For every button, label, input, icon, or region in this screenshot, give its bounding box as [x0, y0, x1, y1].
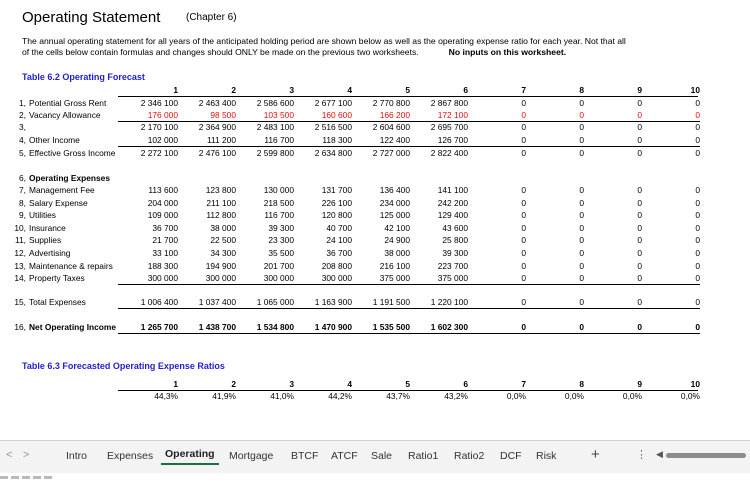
- row-number: 16,: [14, 322, 26, 332]
- table-cell[interactable]: 141 100: [437, 185, 468, 195]
- table-cell[interactable]: 1 191 500: [350, 296, 410, 309]
- table-cell[interactable]: 0: [640, 272, 700, 285]
- row-number: 12,: [14, 248, 26, 258]
- sheet-tab-bar: [0, 440, 750, 473]
- table-row: [0, 222, 750, 234]
- status-strip: [0, 466, 110, 472]
- tab-atcf[interactable]: [331, 450, 358, 462]
- table-cell[interactable]: 176 000: [118, 109, 178, 122]
- table-cell[interactable]: 2 634 800: [314, 148, 352, 158]
- row-label: Vacancy Allowance: [29, 110, 101, 120]
- table-cell[interactable]: 125 000: [379, 210, 410, 221]
- table-cell[interactable]: 1 470 900: [292, 321, 352, 334]
- table-cell[interactable]: 42 100: [384, 222, 410, 233]
- table-cell[interactable]: 0: [466, 272, 526, 285]
- total-expenses-row: [0, 296, 750, 308]
- table-cell[interactable]: 0: [521, 98, 526, 108]
- table-cell[interactable]: 1 037 400: [176, 296, 236, 309]
- table-cell[interactable]: 0: [579, 248, 584, 258]
- table-cell[interactable]: 33 100: [152, 248, 178, 258]
- row-label: Supplies: [29, 235, 62, 246]
- table-cell[interactable]: 36 700: [326, 248, 352, 258]
- row-label: Salary Expense: [29, 197, 88, 208]
- table-cell[interactable]: 38 000: [384, 248, 410, 258]
- table-cell[interactable]: 2 463 400: [198, 98, 236, 108]
- table-cell[interactable]: 2 770 800: [372, 98, 410, 108]
- table-cell[interactable]: 1 163 900: [292, 296, 352, 309]
- table-cell[interactable]: 2 599 800: [256, 148, 294, 158]
- table-cell[interactable]: 208 800: [321, 260, 352, 271]
- table-cell[interactable]: 160 600: [292, 109, 352, 122]
- tab-dcf[interactable]: [500, 450, 522, 462]
- table-cell[interactable]: 120 800: [321, 210, 352, 221]
- table-cell[interactable]: 1 220 100: [408, 296, 468, 309]
- table-cell[interactable]: 0: [521, 185, 526, 195]
- row-label: Management Fee: [29, 185, 95, 195]
- tab-label: Intro: [66, 450, 88, 462]
- table-cell[interactable]: 0: [640, 109, 700, 122]
- table-cell[interactable]: 1 006 400: [118, 296, 178, 309]
- year-header: 8: [579, 85, 584, 95]
- table-row: [0, 272, 750, 284]
- table-cell[interactable]: 172 100: [408, 109, 468, 122]
- row-number: 5,: [19, 148, 26, 158]
- table-row: [0, 109, 750, 121]
- row-label: Maintenance & repairs: [29, 260, 113, 271]
- table-cell[interactable]: 131 700: [321, 185, 352, 195]
- ratio-row: [0, 390, 750, 402]
- table-cell[interactable]: 1 265 700: [118, 321, 178, 334]
- table-cell[interactable]: 0: [695, 248, 700, 258]
- table-cell[interactable]: 242 200: [437, 197, 468, 208]
- table-cell[interactable]: 41,0%: [270, 391, 294, 401]
- year-header: 8: [579, 379, 584, 389]
- row-number: 8,: [19, 197, 26, 208]
- table-cell[interactable]: 23 300: [268, 235, 294, 246]
- table-cell[interactable]: 0: [640, 296, 700, 309]
- table-cell[interactable]: 375 000: [408, 272, 468, 285]
- table-cell[interactable]: 300 000: [118, 272, 178, 285]
- table-cell[interactable]: 0: [466, 134, 526, 147]
- row-number: 6,: [19, 173, 26, 183]
- table-cell[interactable]: 2 516 500: [314, 122, 352, 132]
- chapter-label: (Chapter 6): [186, 12, 237, 23]
- table-cell[interactable]: 0: [579, 222, 584, 233]
- table-row: [0, 97, 750, 109]
- table-cell[interactable]: 0: [521, 260, 526, 271]
- year-header: 6: [463, 85, 468, 95]
- row-label: Effective Gross Income: [29, 148, 116, 158]
- table-cell[interactable]: 0: [637, 148, 642, 158]
- year-header: 1: [173, 85, 178, 95]
- year-header: 3: [289, 85, 294, 95]
- table-cell[interactable]: 218 500: [263, 197, 294, 208]
- description-line-1: The annual operating statement for all years of the anticipated holding period are shown below as well as the operating expense ratio for each year. Not that all: [22, 36, 626, 46]
- tab-operating[interactable]: [165, 448, 215, 460]
- table-cell[interactable]: 44,2%: [328, 391, 352, 401]
- table-cell[interactable]: 0: [695, 98, 700, 108]
- table-cell[interactable]: 0: [521, 222, 526, 233]
- table-cell[interactable]: 226 100: [321, 197, 352, 208]
- table-cell[interactable]: 122 400: [350, 134, 410, 147]
- table-cell[interactable]: 0,0%: [506, 391, 526, 401]
- table-cell[interactable]: 0: [582, 109, 642, 122]
- ratio-year-header-row: [0, 378, 750, 390]
- row-label: Other Income: [29, 135, 80, 145]
- row-label: Utilities: [29, 210, 56, 221]
- table-row: [0, 260, 750, 272]
- year-header: 3: [289, 379, 294, 389]
- year-header: 4: [347, 85, 352, 95]
- table-cell[interactable]: 43,7%: [386, 391, 410, 401]
- table-cell[interactable]: 0: [695, 235, 700, 246]
- table-cell[interactable]: 2 727 000: [372, 148, 410, 158]
- table-cell[interactable]: 0: [466, 296, 526, 309]
- table-6-3-title: Table 6.3 Forecasted Operating Expense Ratios: [22, 361, 225, 371]
- table-cell[interactable]: 1 602 300: [408, 321, 468, 334]
- table-cell[interactable]: 38 000: [210, 222, 236, 233]
- table-cell[interactable]: 211 100: [206, 197, 236, 208]
- no-inputs-note: No inputs on this worksheet.: [448, 47, 567, 57]
- table-cell[interactable]: 0: [637, 185, 642, 195]
- table-cell[interactable]: 234 000: [379, 197, 410, 208]
- next-sheet-arrow-icon[interactable]: >: [23, 449, 30, 461]
- table-cell[interactable]: 2 346 100: [140, 98, 178, 108]
- table-row: [0, 234, 750, 246]
- table-row: [0, 209, 750, 221]
- tab-label: BTCF: [291, 450, 319, 462]
- table-cell[interactable]: 39 300: [442, 248, 468, 258]
- table-cell[interactable]: 0: [521, 210, 526, 221]
- table-cell[interactable]: 22 500: [210, 235, 236, 246]
- table-cell[interactable]: 0: [637, 210, 642, 221]
- row-label: Operating Expenses: [29, 173, 110, 183]
- table-cell[interactable]: 0: [579, 98, 584, 108]
- table-cell[interactable]: 0: [524, 272, 584, 285]
- table-row: [0, 197, 750, 209]
- row-label: Property Taxes: [29, 273, 85, 284]
- table-cell[interactable]: 375 000: [350, 272, 410, 285]
- year-header: 9: [637, 379, 642, 389]
- year-header: 2: [231, 85, 236, 95]
- table-cell[interactable]: 2 586 600: [256, 98, 294, 108]
- table-cell[interactable]: 0: [640, 321, 700, 334]
- table-row: [0, 184, 750, 196]
- table-cell[interactable]: 194 900: [205, 260, 236, 271]
- table-cell[interactable]: 112 800: [206, 210, 236, 221]
- table-cell[interactable]: 300 000: [234, 272, 294, 285]
- table-cell[interactable]: 204 000: [147, 197, 178, 208]
- tab-label: Expenses: [107, 450, 154, 462]
- table-cell[interactable]: 2 822 400: [430, 148, 468, 158]
- table-cell[interactable]: 0: [524, 296, 584, 309]
- year-header: 4: [347, 379, 352, 389]
- tab-label: Mortgage: [229, 450, 274, 462]
- table-cell[interactable]: 34 300: [210, 248, 236, 258]
- table-cell[interactable]: 116 700: [234, 134, 294, 147]
- table-cell[interactable]: 0: [695, 197, 700, 208]
- table-cell[interactable]: 2 677 100: [314, 98, 352, 108]
- table-cell[interactable]: 0: [466, 321, 526, 334]
- table-cell[interactable]: 0: [521, 235, 526, 246]
- more-options-icon[interactable]: ⋮: [636, 449, 647, 461]
- table-cell[interactable]: 118 300: [292, 134, 352, 147]
- table-cell[interactable]: 0: [579, 185, 584, 195]
- row-number: 4,: [19, 135, 26, 145]
- table-cell[interactable]: 2 604 600: [372, 122, 410, 132]
- table-cell[interactable]: 44,3%: [154, 391, 178, 401]
- year-header: 5: [405, 85, 410, 95]
- row-number: 1,: [19, 98, 26, 108]
- table-cell[interactable]: 0: [524, 109, 584, 122]
- table-cell[interactable]: 41,9%: [212, 391, 236, 401]
- table-cell[interactable]: 0: [695, 222, 700, 233]
- row-label: Potential Gross Rent: [29, 98, 107, 108]
- table-cell[interactable]: 40 700: [326, 222, 352, 233]
- prev-sheet-arrow-icon[interactable]: <: [6, 449, 13, 461]
- table-cell[interactable]: 0: [695, 185, 700, 195]
- table-cell[interactable]: 300 000: [176, 272, 236, 285]
- row-number: 10,: [14, 222, 26, 233]
- table-cell[interactable]: 0: [579, 122, 584, 132]
- table-row: [0, 134, 750, 146]
- table-cell[interactable]: 0: [637, 98, 642, 108]
- year-header-row: [0, 84, 750, 96]
- table-cell[interactable]: 116 700: [264, 210, 294, 221]
- row-label: Net Operating Income: [29, 322, 117, 332]
- table-cell[interactable]: 223 700: [437, 260, 468, 271]
- year-header: 2: [231, 379, 236, 389]
- tab-label: Risk: [536, 450, 557, 462]
- table-cell[interactable]: 129 400: [437, 210, 468, 221]
- table-cell[interactable]: 2 364 900: [198, 122, 236, 132]
- table-cell[interactable]: 21 700: [152, 235, 178, 246]
- table-cell[interactable]: 36 700: [152, 222, 178, 233]
- table-cell[interactable]: 300 000: [292, 272, 352, 285]
- tab-btcf[interactable]: [291, 450, 318, 462]
- table-cell[interactable]: 0: [582, 296, 642, 309]
- table-cell[interactable]: 0: [637, 122, 642, 132]
- table-cell[interactable]: 2 483 100: [256, 122, 294, 132]
- row-number: 7,: [19, 185, 26, 195]
- horizontal-scrollbar[interactable]: [656, 450, 746, 461]
- row-number: 14,: [14, 273, 26, 284]
- table-cell[interactable]: 1 534 800: [234, 321, 294, 334]
- tab-label: DCF: [500, 450, 522, 462]
- table-cell[interactable]: 0: [582, 134, 642, 147]
- table-cell[interactable]: 0: [637, 235, 642, 246]
- year-header: 10: [690, 379, 700, 389]
- table-cell[interactable]: 0: [579, 235, 584, 246]
- scrollbar-thumb[interactable]: [666, 453, 746, 458]
- year-header: 7: [521, 85, 526, 95]
- table-cell[interactable]: 1 535 500: [350, 321, 410, 334]
- table-cell[interactable]: 2 695 700: [430, 122, 468, 132]
- operating-expenses-heading: [0, 172, 750, 184]
- table-cell[interactable]: 0: [524, 134, 584, 147]
- table-cell[interactable]: 35 500: [268, 248, 294, 258]
- table-cell[interactable]: 0: [521, 248, 526, 258]
- table-cell[interactable]: 0: [640, 134, 700, 147]
- row-label: Advertising: [29, 248, 71, 258]
- year-header: 9: [637, 85, 642, 95]
- table-cell[interactable]: 43 600: [442, 222, 468, 233]
- scroll-left-icon[interactable]: ◀: [656, 449, 663, 459]
- tab-label: Ratio2: [454, 450, 485, 462]
- table-cell[interactable]: 2 272 100: [140, 148, 178, 158]
- table-cell[interactable]: 0: [637, 248, 642, 258]
- table-cell[interactable]: 0,0%: [622, 391, 642, 401]
- table-cell[interactable]: 0: [524, 321, 584, 334]
- year-header: 10: [690, 85, 700, 95]
- table-cell[interactable]: 39 300: [268, 222, 294, 233]
- table-cell[interactable]: 0: [466, 109, 526, 122]
- description-line-2: of the cells below contain formulas and changes should ONLY be made on the previous two worksheets. No inputs on this worksheet.: [22, 47, 567, 57]
- table-cell[interactable]: 111 200: [176, 134, 236, 147]
- table-6-2-title: Table 6.2 Operating Forecast: [22, 72, 145, 82]
- page-title: Operating Statement: [22, 9, 161, 26]
- table-cell[interactable]: 109 000: [147, 210, 178, 221]
- table-row: [0, 121, 750, 133]
- table-cell[interactable]: 98 500: [176, 109, 236, 122]
- tab-expenses[interactable]: [107, 450, 153, 462]
- table-cell[interactable]: 2 170 100: [140, 122, 178, 132]
- table-cell[interactable]: 0: [637, 222, 642, 233]
- table-cell[interactable]: 102 000: [118, 134, 178, 147]
- table-cell[interactable]: 0: [695, 210, 700, 221]
- year-header: 7: [521, 379, 526, 389]
- table-cell[interactable]: 24 900: [384, 235, 410, 246]
- row-number: 9,: [19, 210, 26, 221]
- table-cell[interactable]: 136 400: [379, 185, 410, 195]
- table-cell[interactable]: 2 867 800: [430, 98, 468, 108]
- table-cell[interactable]: 0: [582, 272, 642, 285]
- table-cell[interactable]: 166 200: [350, 109, 410, 122]
- table-cell[interactable]: 0: [695, 122, 700, 132]
- year-header: 5: [405, 379, 410, 389]
- table-cell[interactable]: 126 700: [408, 134, 468, 147]
- table-cell[interactable]: 216 100: [379, 260, 410, 271]
- table-cell[interactable]: 0: [521, 148, 526, 158]
- table-cell[interactable]: 2 476 100: [198, 148, 236, 158]
- table-cell[interactable]: 201 700: [263, 260, 294, 271]
- table-row: [0, 247, 750, 259]
- row-number: 2,: [19, 110, 26, 120]
- year-header: 6: [463, 379, 468, 389]
- table-cell[interactable]: 130 000: [263, 185, 294, 195]
- table-cell[interactable]: 0: [579, 210, 584, 221]
- tab-sale[interactable]: [371, 450, 392, 462]
- table-cell[interactable]: 0: [582, 321, 642, 334]
- tab-intro[interactable]: [66, 450, 87, 462]
- table-cell[interactable]: 0: [637, 197, 642, 208]
- tab-label: ATCF: [331, 450, 358, 462]
- row-number: 15,: [14, 297, 26, 307]
- row-number: 11,: [14, 235, 26, 246]
- table-cell[interactable]: 0: [579, 197, 584, 208]
- tab-label: Ratio1: [408, 450, 439, 462]
- row-label: Insurance: [29, 222, 66, 233]
- table-cell[interactable]: 103 500: [234, 109, 294, 122]
- tab-label: Sale: [371, 450, 393, 462]
- table-cell[interactable]: 188 300: [147, 260, 178, 271]
- active-tab-indicator: [161, 463, 219, 465]
- table-cell[interactable]: 0: [521, 197, 526, 208]
- table-cell[interactable]: 0: [579, 148, 584, 158]
- tab-ratio2[interactable]: [454, 450, 484, 462]
- table-cell[interactable]: 0: [637, 260, 642, 271]
- tab-ratio1[interactable]: [408, 450, 438, 462]
- table-cell[interactable]: 123 800: [205, 185, 236, 195]
- tab-label: Operating: [165, 448, 215, 460]
- table-cell[interactable]: 24 100: [326, 235, 352, 246]
- table-row: [0, 147, 750, 159]
- add-sheet-button[interactable]: +: [591, 446, 600, 463]
- net-operating-income-row: [0, 321, 750, 333]
- table-cell[interactable]: 43,2%: [444, 391, 468, 401]
- table-cell[interactable]: 113 600: [148, 185, 178, 195]
- year-header: 1: [173, 379, 178, 389]
- row-label: Total Expenses: [29, 297, 86, 307]
- tab-risk[interactable]: [536, 450, 556, 462]
- table-cell[interactable]: 0: [695, 260, 700, 271]
- tab-mortgage[interactable]: [229, 450, 273, 462]
- table-cell[interactable]: 0,0%: [680, 391, 700, 401]
- table-cell[interactable]: 1 065 000: [234, 296, 294, 309]
- table-cell[interactable]: 25 800: [442, 235, 468, 246]
- row-number: 13,: [14, 260, 26, 271]
- table-cell[interactable]: 1 438 700: [176, 321, 236, 334]
- table-cell[interactable]: 0: [579, 260, 584, 271]
- table-cell[interactable]: 0: [521, 122, 526, 132]
- table-cell[interactable]: 0: [695, 148, 700, 158]
- description: [22, 36, 722, 58]
- row-number: 3,: [19, 122, 26, 132]
- table-cell[interactable]: 0,0%: [564, 391, 584, 401]
